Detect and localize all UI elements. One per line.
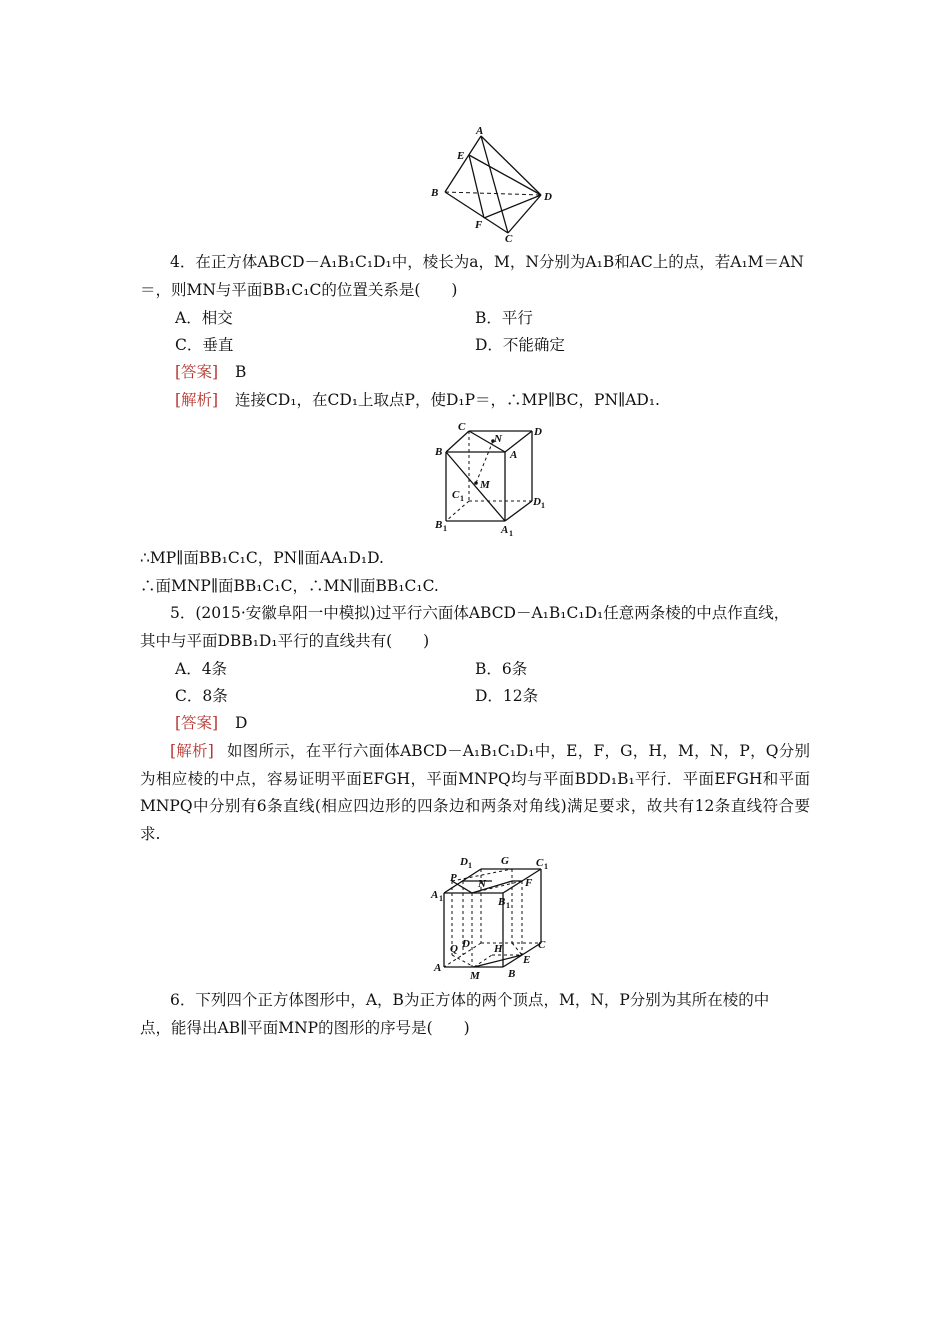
label-D: D <box>462 938 470 950</box>
label-C1: C <box>452 489 460 501</box>
q5-analysis <box>140 738 810 848</box>
label-E: E <box>457 150 465 162</box>
label-B1: B <box>435 519 443 531</box>
q4-conclusion-2: ∴面MNP∥面BB₁C₁C，∴MN∥面BB₁C₁C. <box>140 577 439 595</box>
q4-answer-line <box>175 362 246 382</box>
label-D1-sub: 1 <box>468 861 472 870</box>
q6-line2: 点，能得出AB∥平面MNP的图形的序号是( ) <box>140 1019 470 1037</box>
analysis-tag: [解析] <box>170 742 214 760</box>
q4-stem-line1: 4．在正方体ABCD－A₁B₁C₁D₁中，棱长为a，M，N分别为A₁B和AC上的点，若A₁M＝AN <box>170 253 804 271</box>
label-M: M <box>470 970 480 981</box>
label-N: N <box>494 433 502 445</box>
q5-stem-line1: 5．(2015·安徽阜阳一中模拟)过平行六面体ABCD－A₁B₁C₁D₁任意两条棱的中点作直线， <box>170 604 790 622</box>
label-D: D <box>544 191 552 203</box>
q5-stem-line2: 其中与平面DBB₁D₁平行的直线共有( ) <box>140 632 430 650</box>
q4-option-a: A．相交 <box>175 309 233 327</box>
parallelepiped-figure <box>428 853 568 981</box>
label-F: F <box>525 877 533 889</box>
label-C: C <box>505 233 513 244</box>
label-A1-sub: 1 <box>509 529 513 538</box>
label-C1: C <box>536 857 544 869</box>
label-A1: A <box>431 889 439 901</box>
analysis-tag: [解析] <box>175 391 219 409</box>
q5-option-c: C．8条 <box>175 687 228 705</box>
label-A1-sub: 1 <box>439 894 443 903</box>
label-B: B <box>431 187 439 199</box>
label-A: A <box>476 125 484 137</box>
tetrahedron-figure <box>425 122 560 244</box>
label-B1-sub: 1 <box>443 524 447 533</box>
q5-option-d: D．12条 <box>475 687 539 705</box>
label-Q: Q <box>450 943 458 955</box>
q6-line1: 6．下列四个正方体图形中，A，B为正方体的两个顶点，M，N，P分别为其所在棱的中 <box>170 991 770 1009</box>
label-D: D <box>534 426 542 438</box>
q5-analysis-text: 如图所示，在平行六面体ABCD－A₁B₁C₁D₁中，E，F，G，H，M，N，P，Q分别为相应棱的中点，容易证明平面EFGH，平面MNPQ均与平面BDD₁B₁平行．平面EFGH和平面MNPQ中分别有6条直线(相应四边形的四条边和两条对角线)满足要求，故共有12条直线符合要求. <box>140 742 810 843</box>
q5-option-b: B．6条 <box>475 660 528 678</box>
label-A: A <box>434 962 442 974</box>
label-N: N <box>478 878 486 890</box>
label-D1: D <box>533 496 541 508</box>
answer-tag: [答案] <box>175 714 219 732</box>
label-C1-sub: 1 <box>460 494 464 503</box>
label-D1: D <box>460 856 468 868</box>
label-P: P <box>450 872 457 884</box>
q4-option-b: B．平行 <box>475 309 533 327</box>
label-B: B <box>508 968 516 980</box>
q5-answer-line <box>175 713 247 733</box>
label-H: H <box>494 943 503 955</box>
q5-answer: D <box>235 714 248 732</box>
label-M: M <box>480 479 490 491</box>
q4-option-d: D．不能确定 <box>475 336 565 354</box>
label-B1: B <box>498 896 506 908</box>
q4-analysis-line <box>175 390 660 410</box>
label-C: C <box>538 939 546 951</box>
q4-answer: B <box>235 363 247 381</box>
label-B1-sub: 1 <box>506 901 510 910</box>
q5-option-a: A．4条 <box>175 660 228 678</box>
label-F: F <box>475 219 483 231</box>
cube-figure-mn <box>432 420 562 540</box>
label-A: A <box>510 449 518 461</box>
label-C: C <box>458 421 466 433</box>
q4-analysis: 连接CD₁，在CD₁上取点P，使D₁P＝，∴MP∥BC，PN∥AD₁. <box>235 391 660 409</box>
label-A1: A <box>501 524 509 536</box>
q4-conclusion-1: ∴MP∥面BB₁C₁C，PN∥面AA₁D₁D. <box>140 549 384 567</box>
label-E: E <box>523 954 531 966</box>
label-D1-sub: 1 <box>541 501 545 510</box>
label-G: G <box>501 855 509 867</box>
label-C1-sub: 1 <box>544 862 548 871</box>
q4-option-c: C．垂直 <box>175 336 234 354</box>
answer-tag: [答案] <box>175 363 219 381</box>
q4-stem-line2: ＝，则MN与平面BB₁C₁C的位置关系是( ) <box>140 281 458 299</box>
label-B: B <box>435 446 443 458</box>
